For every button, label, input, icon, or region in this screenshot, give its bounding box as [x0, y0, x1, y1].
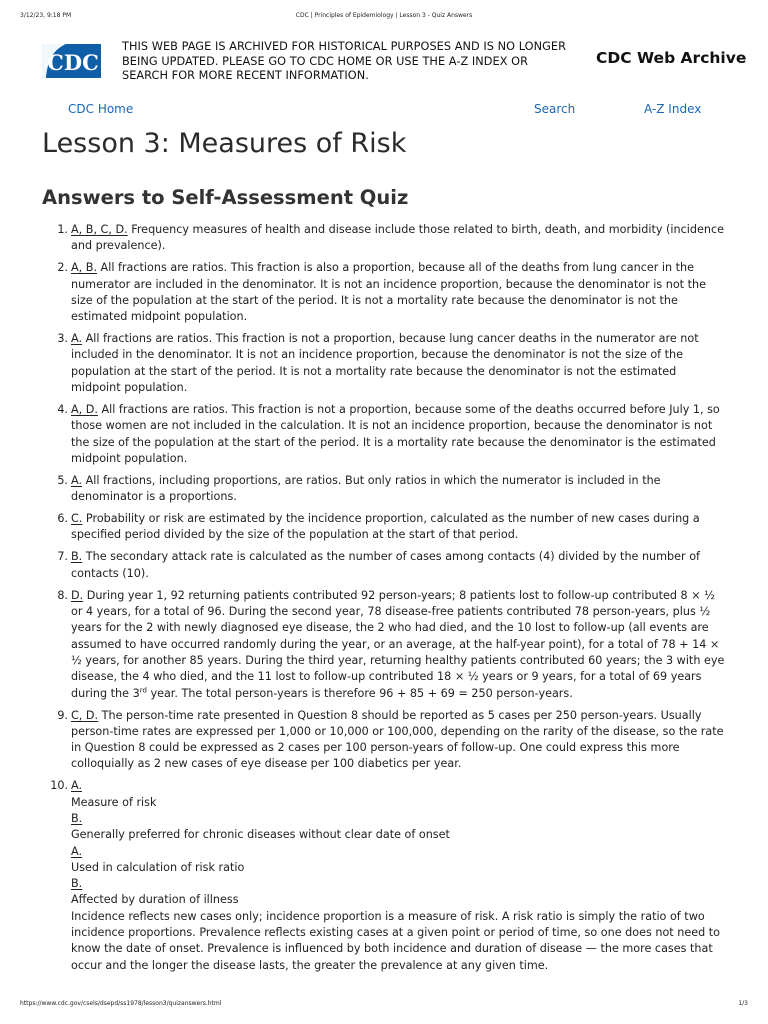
answer-key: A. — [71, 332, 83, 346]
answer-key: A, B, C, D. — [71, 223, 128, 236]
answer-key: B. — [71, 811, 83, 825]
answer-key: A. — [71, 779, 83, 793]
answer-explanation: The person-time rate presented in Question 8 should be reported as 5 cases per 250 person-years. Usually person-time rates are expressed per 1,000 or 10,000 or 100,000, depending on the rarity of the disease, so the rate in Question 8 could be expressed as 2 cases per 100 person-years of follow-up. One could express this more colloquially as 2 new cases of eye disease per 100 diabetics per year. — [71, 708, 724, 771]
answer-number: 10. — [50, 779, 68, 793]
answer-sub-line — [71, 778, 728, 811]
answer-explanation: Frequency measures of health and disease include those related to birth, death, and morbidity (incidence and prevalence). — [71, 223, 724, 253]
cdc-logo[interactable] — [42, 44, 101, 78]
answer-item — [42, 778, 728, 974]
answer-sub-text: Used in calculation of risk ratio — [71, 860, 245, 874]
page-title: Lesson 3: Measures of Risk — [42, 128, 407, 159]
print-header — [20, 12, 748, 22]
cdc-logo-text: CDC — [47, 50, 99, 75]
answer-sub-line — [71, 811, 728, 844]
answer-sub-line — [71, 844, 728, 877]
answer-sub-text: Generally preferred for chronic diseases without clear date of onset — [71, 828, 450, 842]
answer-number: 7. — [57, 550, 68, 564]
answer-explanation: All fractions are ratios. This fraction is not a proportion, because some of the deaths occurred before July 1, so those women are not included in the calculation. It is not an incidence proportion, because the denominator is not the size of the population at the start of the period. It is a mortality rate because the denominator is the estimated midpoint population. — [71, 403, 720, 465]
answer-explanation-continued: year. The total person-years is therefore 96 + 85 + 69 = 250 person-years. — [146, 686, 573, 700]
answer-key: D. — [71, 588, 84, 602]
answer-explanation: The secondary attack rate is calculated as the number of cases among contacts (4) divided by the number of contacts (10). — [71, 550, 700, 580]
answer-number: 4. — [57, 403, 68, 417]
answer-explanation: Probability or risk are estimated by the incidence proportion, calculated as the number of new cases during a specified period divided by the size of the population at the start of that period. — [71, 512, 700, 542]
nav-search-link[interactable]: Search — [534, 102, 576, 116]
answer-list — [42, 222, 728, 980]
answer-explanation: All fractions are ratios. This fraction is not a proportion, because lung cancer deaths in the numerator are not included in the denominator. It is not an incidence proportion, because the denominator is not the size of the population at the start of the period. It is not a mortality rate because the denominator is not the estimated midpoint population. — [71, 332, 699, 395]
answer-sub-text: Affected by duration of illness — [71, 893, 239, 907]
answer-item — [42, 473, 728, 506]
answer-number: 8. — [57, 588, 68, 602]
cdc-logo-icon — [42, 44, 101, 78]
print-url: https://www.cdc.gov/csels/dsepd/ss1978/lesson3/quizanswers.html — [20, 1000, 222, 1007]
answer-explanation: All fractions, including proportions, are ratios. But only ratios in which the numerator is included in the denominator is a proportions. — [71, 473, 661, 504]
answer-explanation: Incidence reflects new cases only; incidence proportion is a measure of risk. A risk ratio is simply the ratio of two incidence proportions. Prevalence reflects existing cases at a given point or period of time, so one does not need to know the date of onset. Prevalence is influenced by both incidence and duration of disease — the more cases that occur and the longer the disease lasts, the greater the prevalence at any given time. — [71, 909, 720, 972]
answer-key: A, D. — [71, 403, 98, 417]
answer-number: 2. — [57, 261, 68, 275]
answer-key: C, D. — [71, 708, 99, 722]
answer-sub-list — [71, 778, 728, 974]
answer-item — [42, 331, 728, 396]
answer-superscript: rd — [139, 685, 147, 694]
answer-item — [42, 260, 728, 325]
print-page-title: CDC | Principles of Epidemiology | Lesson 3 - Quiz Answers — [295, 12, 473, 19]
nav-cdc-home-link[interactable]: CDC Home — [68, 102, 134, 116]
answer-key: B. — [71, 877, 83, 891]
answer-number: 1. — [57, 223, 68, 236]
answer-item — [42, 708, 728, 773]
answer-item — [42, 222, 728, 255]
archive-brand[interactable]: CDC Web Archive — [596, 49, 747, 67]
answer-key: A, B. — [71, 261, 97, 275]
answer-key: A. — [71, 844, 83, 858]
answer-item — [42, 588, 728, 702]
answer-sub-text: Measure of risk — [71, 795, 157, 809]
answer-number: 9. — [57, 708, 68, 722]
print-date: 3/12/23, 9:18 PM — [20, 12, 72, 19]
answer-sub-line — [71, 876, 728, 909]
nav-az-index-link[interactable]: A-Z Index — [644, 102, 702, 116]
answer-key: A. — [71, 473, 83, 487]
section-title: Answers to Self-Assessment Quiz — [42, 186, 409, 209]
answer-number: 3. — [57, 332, 68, 346]
answer-explanation: During year 1, 92 returning patients contributed 92 person-years; 8 patients lost to follow-up contributed 8 × ½ or 4 years, for a total of 96. During the second year, 78 disease-free patients contributed 78 person-years, plus ½ years for the 2 with newly diagnosed eye disease, the 2 who had died, and the 10 lost to follow-up (all events are assumed to have occurred randomly during the year, or an average, at the half-year point), for a total of 78 + 14 × ½ years, for another 85 years. During the third year, returning healthy patients contributed 60 years; the 3 with eye disease, the 4 who died, and the 11 lost to follow-up contributed 18 × ½ years or 9 years, for a total of 69 years during the 3 — [71, 588, 725, 700]
answer-item — [42, 402, 728, 467]
print-page-number: 1/3 — [738, 1000, 748, 1007]
print-footer — [20, 1000, 748, 1010]
archive-notice: THIS WEB PAGE IS ARCHIVED FOR HISTORICAL PURPOSES AND IS NO LONGER BEING UPDATED. PLEASE GO TO CDC HOME OR USE THE A-Z INDEX OR SEARCH FOR MORE RECENT INFORMATION. — [122, 40, 566, 82]
answer-key: C. — [71, 512, 83, 526]
answer-item — [42, 511, 728, 544]
answer-explanation: All fractions are ratios. This fraction is also a proportion, because all of the deaths from lung cancer in the numerator are included in the denominator. It is not an incidence proportion, because the denominator is not the size of the population at the start of the period. It is not a mortality rate because the denominator is not the estimated midpoint population. — [71, 261, 706, 324]
answer-key: B. — [71, 550, 83, 564]
answer-number: 6. — [57, 512, 68, 526]
answer-item — [42, 549, 728, 582]
answer-number: 5. — [57, 473, 68, 487]
